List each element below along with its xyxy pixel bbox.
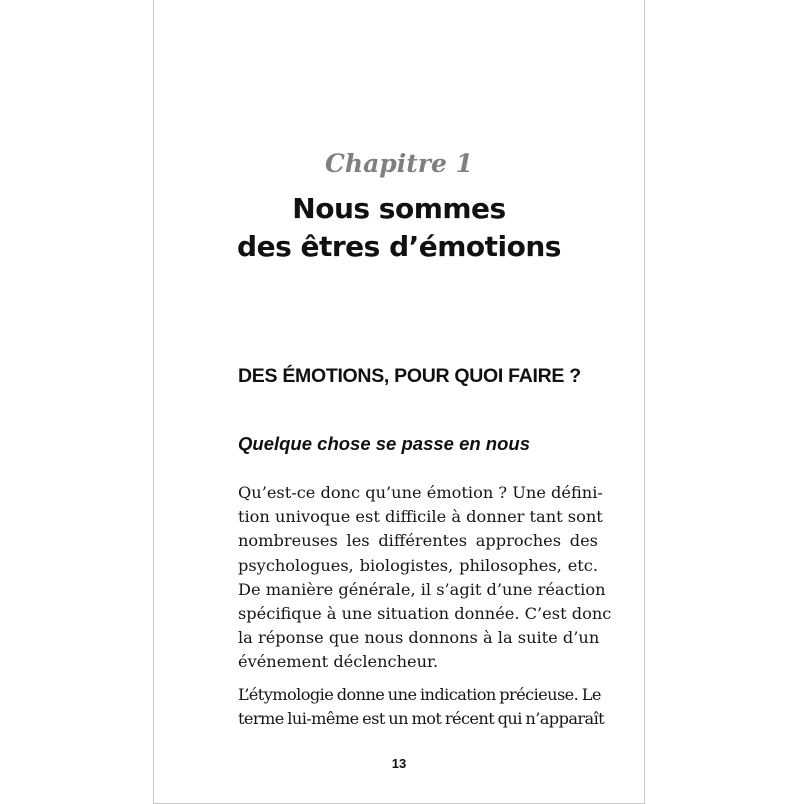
subsection-heading: Quelque chose se passe en nous: [238, 433, 530, 454]
body-paragraph-1: [238, 481, 612, 675]
paragraph-line: L’étymologie donne une indication précieuse. Le: [238, 685, 601, 704]
book-page: [153, 0, 645, 804]
paragraph-line: nombreuses les différentes approches des: [238, 531, 598, 551]
section-heading: DES ÉMOTIONS, POUR QUOI FAIRE ?: [238, 365, 581, 387]
chapter-title-line-2: des êtres d’émotions: [237, 230, 561, 263]
paragraph-line: spécifique à une situation donnée. C’est donc: [238, 604, 612, 624]
paragraph-line: tion univoque est difficile à donner tant sont: [238, 507, 603, 527]
paragraph-line: Qu’est-ce donc qu’une émotion ? Une défini-: [238, 483, 603, 502]
paragraph-line: événement déclencheur.: [238, 652, 439, 672]
body-paragraph-2: [238, 683, 605, 731]
chapter-title: [154, 190, 644, 266]
paragraph-line: la réponse que nous donnons à la suite d’un: [238, 628, 600, 648]
chapter-title-line-1: Nous sommes: [292, 192, 506, 225]
chapter-label: Chapitre 1: [325, 149, 473, 178]
paragraph-line: De manière générale, il s’agit d’une réaction: [238, 579, 606, 599]
paragraph-line: psychologues, biologistes, philosophes, etc.: [238, 555, 598, 575]
page-number: 13: [391, 756, 407, 771]
paragraph-line: terme lui-même est un mot récent qui n’apparaît: [238, 709, 605, 729]
